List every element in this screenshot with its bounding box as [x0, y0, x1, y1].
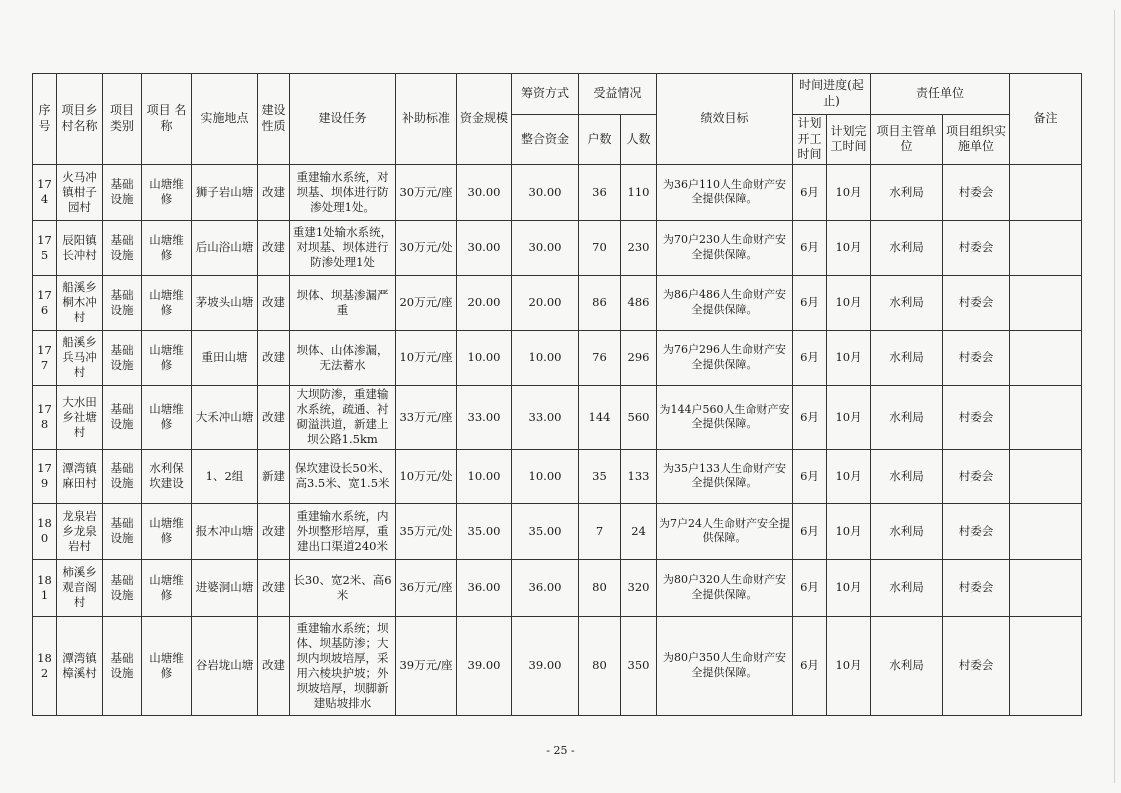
cell-performance: 为70户230人生命财产安全提供保障。	[657, 220, 793, 275]
cell-nature: 改建	[258, 503, 290, 559]
cell-households: 70	[579, 220, 621, 275]
cell-integrated-fund: 20.00	[512, 275, 579, 330]
cell-location: 谷岩垅山塘	[192, 616, 258, 715]
cell-name: 山塘维修	[142, 503, 192, 559]
cell-nature: 改建	[258, 164, 290, 220]
cell-dept: 水利局	[871, 559, 943, 616]
cell-task: 重建输水系统，对坝基、坝体进行防渗处理1处。	[290, 164, 396, 220]
header-end: 计划完工时间	[827, 115, 871, 165]
cell-fund: 36.00	[457, 559, 512, 616]
cell-category: 基础设施	[103, 220, 142, 275]
cell-households: 80	[579, 559, 621, 616]
cell-start: 6月	[793, 220, 827, 275]
table-row	[33, 385, 1082, 449]
cell-village: 船溪乡桐木冲村	[57, 275, 103, 330]
header-name: 项目 名称	[142, 74, 192, 165]
cell-households: 86	[579, 275, 621, 330]
cell-end: 10月	[827, 559, 871, 616]
cell-remarks	[1010, 164, 1082, 220]
table-row	[33, 330, 1082, 385]
cell-task: 重建输水系统；坝体、坝基防渗；大坝内坝坡培厚，采用六棱块护坡；外坝坡培厚，坝脚新建贴坡排水	[290, 616, 396, 715]
cell-village: 潭湾镇樟溪村	[57, 616, 103, 715]
header-fund: 资金规模	[457, 74, 512, 165]
header-nature: 建设性质	[258, 74, 290, 165]
header-village: 项目乡村名称	[57, 74, 103, 165]
cell-seq: 175	[33, 220, 57, 275]
cell-name: 山塘维修	[142, 616, 192, 715]
cell-name: 山塘维修	[142, 275, 192, 330]
cell-seq: 178	[33, 385, 57, 449]
cell-category: 基础设施	[103, 275, 142, 330]
cell-task: 长30、宽2米、高6米	[290, 559, 396, 616]
cell-dept: 水利局	[871, 275, 943, 330]
project-table	[32, 73, 1082, 716]
cell-village: 火马冲镇柑子园村	[57, 164, 103, 220]
cell-remarks	[1010, 449, 1082, 503]
cell-households: 76	[579, 330, 621, 385]
cell-location: 进婆洞山塘	[192, 559, 258, 616]
cell-performance: 为76户296人生命财产安全提供保障。	[657, 330, 793, 385]
cell-implementer: 村委会	[943, 385, 1010, 449]
cell-task: 坝体、坝基渗漏严重	[290, 275, 396, 330]
header-households: 户数	[579, 115, 621, 165]
header-row-1	[33, 74, 1082, 115]
cell-integrated-fund: 39.00	[512, 616, 579, 715]
header-subsidy: 补助标准	[396, 74, 457, 165]
cell-subsidy: 30万元/处	[396, 220, 457, 275]
cell-implementer: 村委会	[943, 330, 1010, 385]
cell-fund: 10.00	[457, 449, 512, 503]
cell-households: 7	[579, 503, 621, 559]
cell-village: 柿溪乡观音阁村	[57, 559, 103, 616]
header-responsible: 责任单位	[871, 74, 1010, 115]
cell-name: 山塘维修	[142, 385, 192, 449]
cell-category: 基础设施	[103, 559, 142, 616]
header-implementer: 项目组织实施单位	[943, 115, 1010, 165]
table-row	[33, 616, 1082, 715]
cell-implementer: 村委会	[943, 164, 1010, 220]
table-row	[33, 449, 1082, 503]
cell-name: 山塘维修	[142, 559, 192, 616]
cell-location: 茅坡头山塘	[192, 275, 258, 330]
header-dept: 项目主管单位	[871, 115, 943, 165]
cell-category: 基础设施	[103, 385, 142, 449]
cell-task: 重建输水系统，内外坝整形培厚，重建出口渠道240米	[290, 503, 396, 559]
cell-seq: 180	[33, 503, 57, 559]
cell-people: 24	[621, 503, 657, 559]
cell-subsidy: 35万元/处	[396, 503, 457, 559]
cell-subsidy: 10万元/处	[396, 449, 457, 503]
cell-remarks	[1010, 220, 1082, 275]
cell-seq: 177	[33, 330, 57, 385]
cell-integrated-fund: 30.00	[512, 220, 579, 275]
cell-dept: 水利局	[871, 616, 943, 715]
cell-fund: 33.00	[457, 385, 512, 449]
cell-people: 560	[621, 385, 657, 449]
cell-performance: 为80户320人生命财产安全提供保障。	[657, 559, 793, 616]
cell-nature: 新建	[258, 449, 290, 503]
header-people: 人数	[621, 115, 657, 165]
cell-nature: 改建	[258, 616, 290, 715]
cell-remarks	[1010, 385, 1082, 449]
header-integrated-fund: 整合资金	[512, 115, 579, 165]
cell-households: 144	[579, 385, 621, 449]
cell-nature: 改建	[258, 330, 290, 385]
cell-end: 10月	[827, 330, 871, 385]
cell-category: 基础设施	[103, 164, 142, 220]
cell-fund: 20.00	[457, 275, 512, 330]
cell-location: 大禾冲山塘	[192, 385, 258, 449]
cell-name: 山塘维修	[142, 330, 192, 385]
page-number: - 25 -	[546, 744, 575, 757]
cell-start: 6月	[793, 503, 827, 559]
cell-end: 10月	[827, 385, 871, 449]
cell-name: 山塘维修	[142, 164, 192, 220]
cell-dept: 水利局	[871, 220, 943, 275]
cell-task: 重建1处输水系统，对坝基、坝体进行防渗处理1处	[290, 220, 396, 275]
cell-subsidy: 20万元/座	[396, 275, 457, 330]
cell-integrated-fund: 10.00	[512, 330, 579, 385]
cell-category: 基础设施	[103, 449, 142, 503]
cell-integrated-fund: 33.00	[512, 385, 579, 449]
header-start: 计划开工时间	[793, 115, 827, 165]
cell-performance: 为80户350人生命财产安全提供保障。	[657, 616, 793, 715]
cell-location: 狮子岩山塘	[192, 164, 258, 220]
cell-fund: 30.00	[457, 164, 512, 220]
cell-name: 山塘维修	[142, 220, 192, 275]
cell-integrated-fund: 36.00	[512, 559, 579, 616]
cell-location: 后山浴山塘	[192, 220, 258, 275]
page-edge	[1114, 10, 1115, 783]
cell-integrated-fund: 35.00	[512, 503, 579, 559]
cell-category: 基础设施	[103, 330, 142, 385]
cell-village: 辰阳镇长冲村	[57, 220, 103, 275]
header-funding-method: 筹资方式	[512, 74, 579, 115]
cell-dept: 水利局	[871, 449, 943, 503]
cell-dept: 水利局	[871, 503, 943, 559]
cell-people: 320	[621, 559, 657, 616]
cell-performance: 为144户560人生命财产安全提供保障。	[657, 385, 793, 449]
cell-end: 10月	[827, 503, 871, 559]
cell-task: 坝体、山体渗漏，无法蓄水	[290, 330, 396, 385]
cell-remarks	[1010, 559, 1082, 616]
cell-start: 6月	[793, 385, 827, 449]
cell-fund: 35.00	[457, 503, 512, 559]
header-seq: 序号	[33, 74, 57, 165]
cell-implementer: 村委会	[943, 275, 1010, 330]
cell-end: 10月	[827, 616, 871, 715]
cell-people: 350	[621, 616, 657, 715]
header-performance: 绩效目标	[657, 74, 793, 165]
cell-subsidy: 33万元/座	[396, 385, 457, 449]
header-remarks: 备注	[1010, 74, 1082, 165]
cell-nature: 改建	[258, 275, 290, 330]
cell-nature: 改建	[258, 559, 290, 616]
table-row	[33, 164, 1082, 220]
table-row	[33, 220, 1082, 275]
cell-category: 基础设施	[103, 503, 142, 559]
cell-people: 110	[621, 164, 657, 220]
cell-start: 6月	[793, 275, 827, 330]
cell-people: 230	[621, 220, 657, 275]
cell-households: 36	[579, 164, 621, 220]
cell-seq: 179	[33, 449, 57, 503]
cell-integrated-fund: 30.00	[512, 164, 579, 220]
cell-seq: 174	[33, 164, 57, 220]
cell-location: 报木冲山塘	[192, 503, 258, 559]
cell-village: 潭湾镇麻田村	[57, 449, 103, 503]
header-benefit: 受益情况	[579, 74, 657, 115]
cell-implementer: 村委会	[943, 220, 1010, 275]
cell-implementer: 村委会	[943, 616, 1010, 715]
cell-performance: 为36户110人生命财产安全提供保障。	[657, 164, 793, 220]
cell-seq: 182	[33, 616, 57, 715]
table-row	[33, 275, 1082, 330]
cell-people: 486	[621, 275, 657, 330]
cell-remarks	[1010, 503, 1082, 559]
cell-village: 大水田乡社塘村	[57, 385, 103, 449]
cell-remarks	[1010, 616, 1082, 715]
cell-subsidy: 10万元/座	[396, 330, 457, 385]
cell-performance: 为86户486人生命财产安全提供保障。	[657, 275, 793, 330]
cell-nature: 改建	[258, 385, 290, 449]
cell-fund: 39.00	[457, 616, 512, 715]
cell-task: 保坎建设长50米、高3.5米、宽1.5米	[290, 449, 396, 503]
cell-remarks	[1010, 330, 1082, 385]
cell-category: 基础设施	[103, 616, 142, 715]
cell-subsidy: 39万元/座	[396, 616, 457, 715]
cell-households: 80	[579, 616, 621, 715]
header-category: 项目类别	[103, 74, 142, 165]
cell-nature: 改建	[258, 220, 290, 275]
cell-subsidy: 30万元/座	[396, 164, 457, 220]
cell-task: 大坝防渗，重建输水系统，疏通、衬砌溢洪道，新建上坝公路1.5km	[290, 385, 396, 449]
cell-start: 6月	[793, 559, 827, 616]
cell-households: 35	[579, 449, 621, 503]
cell-end: 10月	[827, 164, 871, 220]
cell-dept: 水利局	[871, 164, 943, 220]
cell-implementer: 村委会	[943, 503, 1010, 559]
cell-village: 船溪乡兵马冲村	[57, 330, 103, 385]
cell-fund: 30.00	[457, 220, 512, 275]
table-body	[33, 164, 1082, 715]
cell-implementer: 村委会	[943, 559, 1010, 616]
cell-start: 6月	[793, 449, 827, 503]
header-task: 建设任务	[290, 74, 396, 165]
cell-fund: 10.00	[457, 330, 512, 385]
header-location: 实施地点	[192, 74, 258, 165]
cell-location: 1、2组	[192, 449, 258, 503]
cell-location: 重田山塘	[192, 330, 258, 385]
cell-integrated-fund: 10.00	[512, 449, 579, 503]
cell-start: 6月	[793, 330, 827, 385]
cell-subsidy: 36万元/座	[396, 559, 457, 616]
cell-start: 6月	[793, 616, 827, 715]
cell-seq: 176	[33, 275, 57, 330]
cell-end: 10月	[827, 220, 871, 275]
cell-dept: 水利局	[871, 330, 943, 385]
cell-people: 133	[621, 449, 657, 503]
cell-performance: 为35户133人生命财产安全提供保障。	[657, 449, 793, 503]
cell-seq: 181	[33, 559, 57, 616]
cell-end: 10月	[827, 449, 871, 503]
cell-village: 龙泉岩乡龙泉岩村	[57, 503, 103, 559]
cell-implementer: 村委会	[943, 449, 1010, 503]
table-row	[33, 559, 1082, 616]
cell-remarks	[1010, 275, 1082, 330]
cell-dept: 水利局	[871, 385, 943, 449]
cell-name: 水利保坎建设	[142, 449, 192, 503]
cell-start: 6月	[793, 164, 827, 220]
header-schedule: 时间进度(起止)	[793, 74, 871, 115]
cell-end: 10月	[827, 275, 871, 330]
table-row	[33, 503, 1082, 559]
cell-performance: 为7户24人生命财产安全提供保障。	[657, 503, 793, 559]
cell-people: 296	[621, 330, 657, 385]
